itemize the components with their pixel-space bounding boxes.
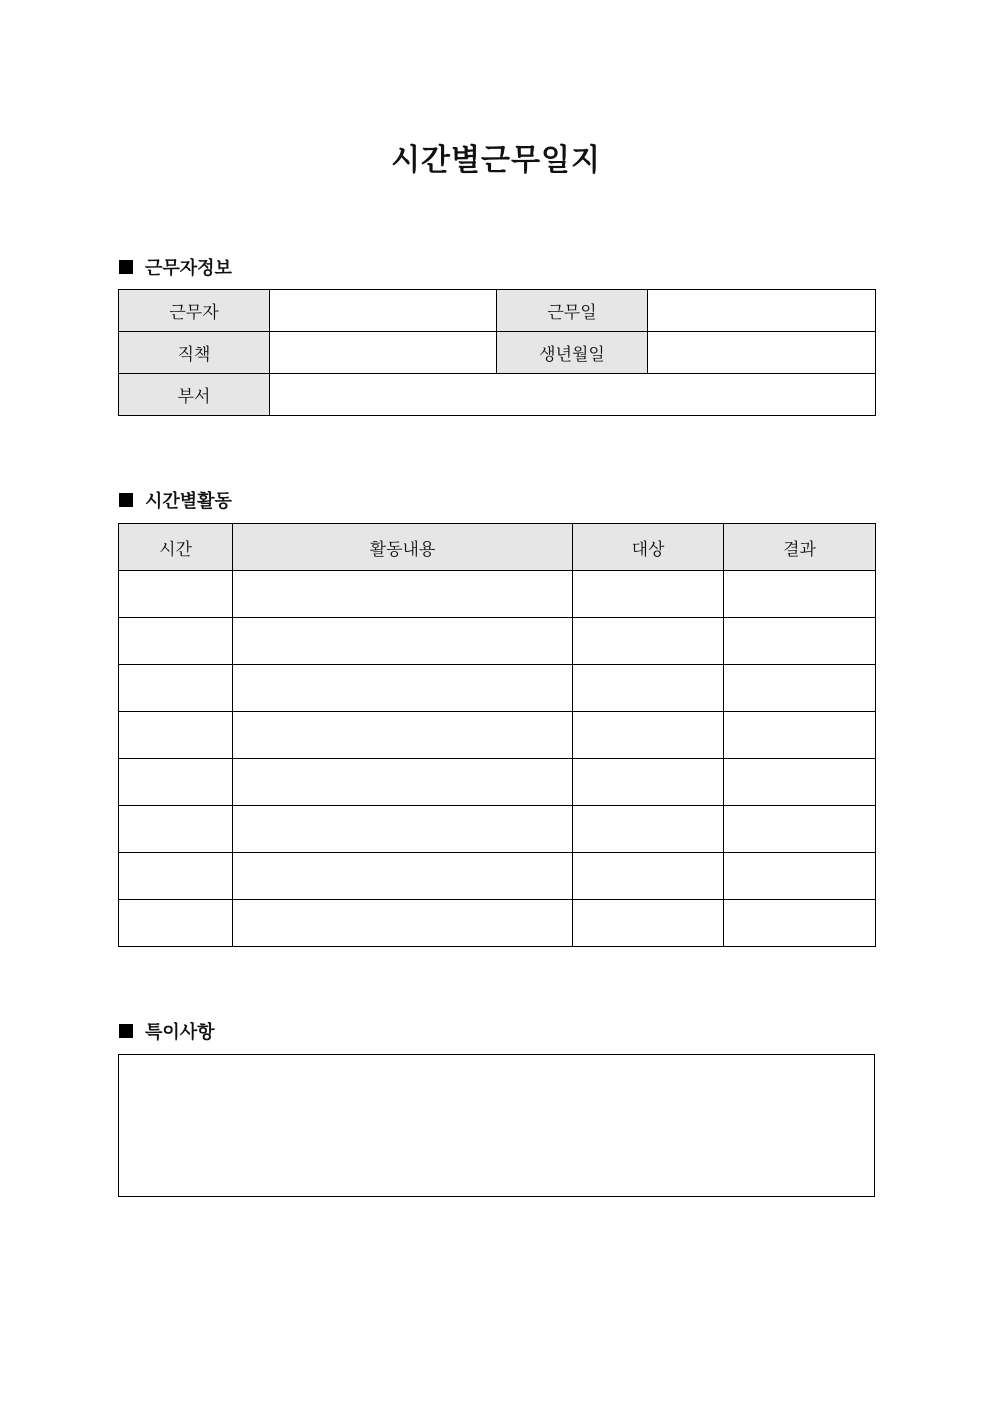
position-label: 직책 bbox=[119, 332, 270, 374]
time-cell[interactable] bbox=[119, 853, 233, 900]
worker-label: 근무자 bbox=[119, 290, 270, 332]
target-cell[interactable] bbox=[573, 900, 724, 947]
department-label: 부서 bbox=[119, 374, 270, 416]
result-cell[interactable] bbox=[724, 900, 876, 947]
position-field[interactable] bbox=[270, 332, 497, 374]
work-date-field[interactable] bbox=[648, 290, 876, 332]
time-cell[interactable] bbox=[119, 712, 233, 759]
result-cell[interactable] bbox=[724, 618, 876, 665]
activity-cell[interactable] bbox=[233, 806, 573, 853]
result-cell[interactable] bbox=[724, 665, 876, 712]
table-row bbox=[119, 900, 876, 947]
target-cell[interactable] bbox=[573, 806, 724, 853]
section-heading-remarks bbox=[119, 1018, 215, 1044]
time-cell[interactable] bbox=[119, 759, 233, 806]
table-row bbox=[119, 571, 876, 618]
section-heading-worker-info bbox=[119, 254, 232, 280]
result-cell[interactable] bbox=[724, 759, 876, 806]
target-cell[interactable] bbox=[573, 853, 724, 900]
column-header-time: 시간 bbox=[119, 524, 233, 571]
department-field[interactable] bbox=[270, 374, 876, 416]
work-date-label: 근무일 bbox=[497, 290, 648, 332]
result-cell[interactable] bbox=[724, 712, 876, 759]
section-title: 시간별활동 bbox=[145, 491, 232, 512]
table-row bbox=[119, 618, 876, 665]
worker-field[interactable] bbox=[270, 290, 497, 332]
time-cell[interactable] bbox=[119, 618, 233, 665]
result-cell[interactable] bbox=[724, 853, 876, 900]
result-cell[interactable] bbox=[724, 571, 876, 618]
activity-cell[interactable] bbox=[233, 853, 573, 900]
birthdate-field[interactable] bbox=[648, 332, 876, 374]
section-heading-hourly-activity bbox=[119, 487, 232, 513]
activity-cell[interactable] bbox=[233, 759, 573, 806]
target-cell[interactable] bbox=[573, 571, 724, 618]
time-cell[interactable] bbox=[119, 900, 233, 947]
table-row bbox=[119, 665, 876, 712]
remarks-box[interactable] bbox=[118, 1054, 875, 1197]
column-header-target: 대상 bbox=[573, 524, 724, 571]
activity-cell[interactable] bbox=[233, 900, 573, 947]
result-cell[interactable] bbox=[724, 806, 876, 853]
activity-table bbox=[118, 523, 876, 947]
activity-cell[interactable] bbox=[233, 618, 573, 665]
target-cell[interactable] bbox=[573, 759, 724, 806]
table-row bbox=[119, 712, 876, 759]
square-bullet-icon bbox=[119, 260, 133, 274]
section-title: 특이사항 bbox=[145, 1022, 215, 1043]
column-header-activity: 활동내용 bbox=[233, 524, 573, 571]
activity-cell[interactable] bbox=[233, 665, 573, 712]
time-cell[interactable] bbox=[119, 571, 233, 618]
worker-info-table bbox=[118, 289, 876, 416]
target-cell[interactable] bbox=[573, 665, 724, 712]
time-cell[interactable] bbox=[119, 665, 233, 712]
target-cell[interactable] bbox=[573, 712, 724, 759]
target-cell[interactable] bbox=[573, 618, 724, 665]
time-cell[interactable] bbox=[119, 806, 233, 853]
page-title: 시간별근무일지 bbox=[391, 143, 601, 178]
table-row bbox=[119, 806, 876, 853]
table-row bbox=[119, 759, 876, 806]
column-header-result: 결과 bbox=[724, 524, 876, 571]
section-title: 근무자정보 bbox=[145, 258, 232, 279]
table-row bbox=[119, 853, 876, 900]
activity-cell[interactable] bbox=[233, 712, 573, 759]
activity-cell[interactable] bbox=[233, 571, 573, 618]
square-bullet-icon bbox=[119, 1024, 133, 1038]
birthdate-label: 생년월일 bbox=[497, 332, 648, 374]
square-bullet-icon bbox=[119, 493, 133, 507]
